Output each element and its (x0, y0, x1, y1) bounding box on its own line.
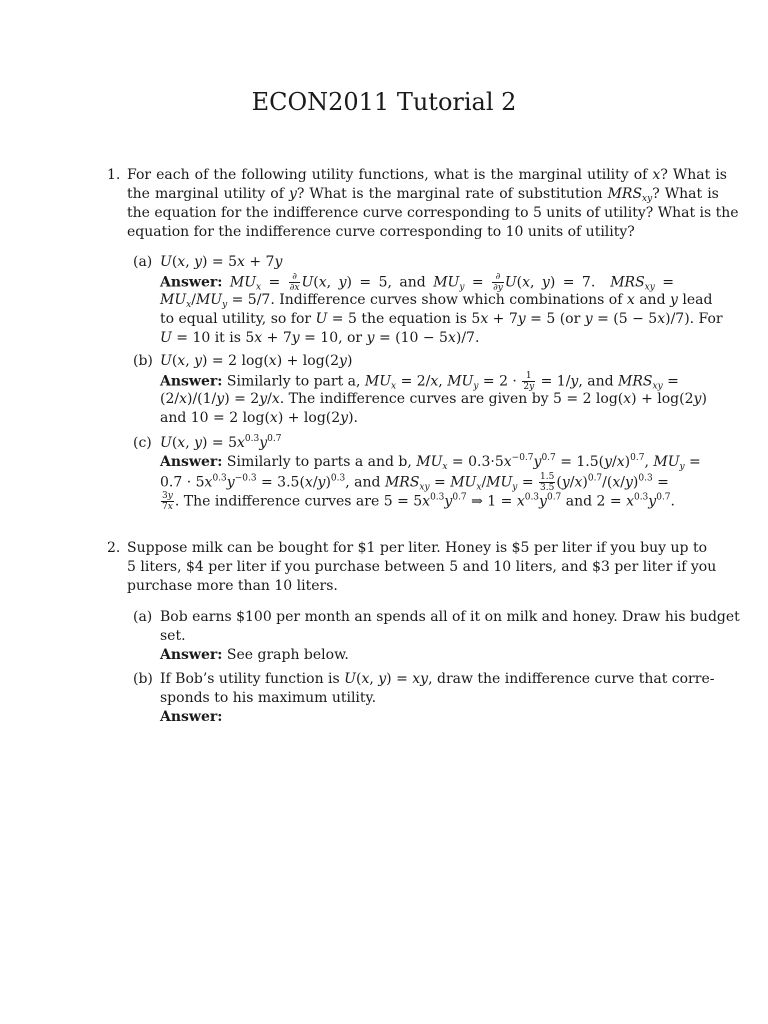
question-1-text (127, 166, 739, 242)
document-title: ECON2011 Tutorial 2 (251, 88, 517, 116)
q1a-answer-line-1: Answer: $MU_x$ = $\frac{\partial}{\partial x}$ U(x, y) = 5, and $MU_y$ = $\frac{\partial}{\partial y}$ U(x, y) = 7. $MRS_{xy}$ = (160, 272, 675, 293)
q1-line-4: equation for the indifference curve corresponding to 10 units of utility? (127, 224, 635, 240)
q1c-label: (c) (133, 435, 152, 451)
q1c-function: U(x, $y) = 5x^{0.3}y^{0.7}$ (160, 434, 282, 451)
q1b-function: U(x, y) = 2 log(x) + log(2y) (160, 353, 353, 369)
q2b-answer (160, 708, 680, 727)
question-2-text (127, 539, 717, 596)
q1a-answer-line-3: to equal utility, so for U = 5 the equation is 5x + 7y = 5 (or y = (5 − 5x)/7). For (160, 311, 723, 327)
q2b-body (160, 670, 715, 727)
q2a-label: (a) (133, 609, 153, 625)
q1a-body (160, 253, 723, 348)
q2a-answer (160, 646, 680, 665)
q1b-label: (b) (133, 353, 153, 369)
q1-line-2: the marginal utility of y? What is the marginal rate of substitution $MRS_{xy}$? What is (127, 186, 719, 204)
q1b-answer-line-2: (2/x)/(1/y) = 2y/x. The indifference curves are given by 5 = 2 log(x) + log(2y) (160, 391, 707, 407)
q2a-answer-text: See graph below. (226, 647, 349, 663)
q2b-label: (b) (133, 671, 153, 687)
q2a-body (160, 608, 740, 665)
question-2-number: 2. (107, 540, 121, 556)
q1-line-1: For each of the following utility functions, what is the marginal utility of x? What is (127, 167, 727, 183)
q1b-answer-line-1: Answer: Similarly to part a, $MU_x = 2/x$, $MU_y = 2$ · $\frac{1}{2y}$ = 1/y, and $MRS_{xy}$ = (160, 371, 679, 392)
q2b-line-1: If Bob’s utility function is U(x, y) = xy, draw the indifference curve that corre- (160, 671, 715, 687)
answer-label: Answer: (160, 709, 223, 725)
q1c-body (160, 434, 701, 512)
q2-line-3: purchase more than 10 liters. (127, 578, 338, 594)
answer-label: Answer: (160, 373, 223, 390)
q2a-line-2: set. (160, 628, 186, 644)
answer-label: Answer: (160, 454, 223, 470)
q1-line-3: the equation for the indifference curve corresponding to 5 units of utility? What is the (127, 205, 739, 221)
q1b-body (160, 352, 707, 428)
q1a-answer-line-2: $MU_x/MU_y = 5/7$. Indifference curves show which combinations of x and y lead (160, 292, 713, 310)
question-1-number: 1. (107, 167, 121, 183)
q2a-line-1: Bob earns $100 per month an spends all of it on milk and honey. Draw his budget (160, 609, 740, 625)
q1a-label: (a) (133, 254, 153, 270)
q1a-answer-line-4: U = 10 it is 5x + 7y = 10, or y = (10 − 5x)/7. (160, 330, 480, 346)
q2-line-2: 5 liters, $4 per liter if you purchase between 5 and 10 liters, and $3 per liter if you (127, 559, 717, 575)
q1a-function: U(x, y) = 5x + 7y (160, 254, 283, 270)
answer-label: Answer: (160, 274, 223, 291)
q2-line-1: Suppose milk can be bought for $1 per liter. Honey is $5 per liter if you buy up to (127, 540, 707, 556)
q1c-answer-line-3: $\frac{3y}{7x}$ . The indifference curves are $5 = 5x^{0.3}y^{0.7}$ ⇒ $1 = x^{0.3}y^{0.7}$ and $2 = x^{0.3}y^{0.7}$. (162, 491, 675, 512)
q1c-answer-line-1: Answer: Similarly to parts a and b, $MU_x = 0.3\cdot 5x^{-0.7}y^{0.7} = 1.5(y/x)^{0.7}$, $MU_y$ = (160, 453, 701, 472)
q1b-answer-line-3: and 10 = 2 log(x) + log(2y). (160, 410, 359, 426)
answer-label: Answer: (160, 647, 223, 663)
q1c-answer-line-2: $0.7 \cdot 5x^{0.3}y^{-0.3} = 3.5(x/y)^{0.3}$, and $MRS_{xy} = MU_x/MU_y$ = $\frac{1.5}{3.5}$ $(y/x)^{0.7}/(x/y)^{0.3}$ = (160, 472, 669, 493)
q2b-line-2: sponds to his maximum utility. (160, 690, 377, 706)
